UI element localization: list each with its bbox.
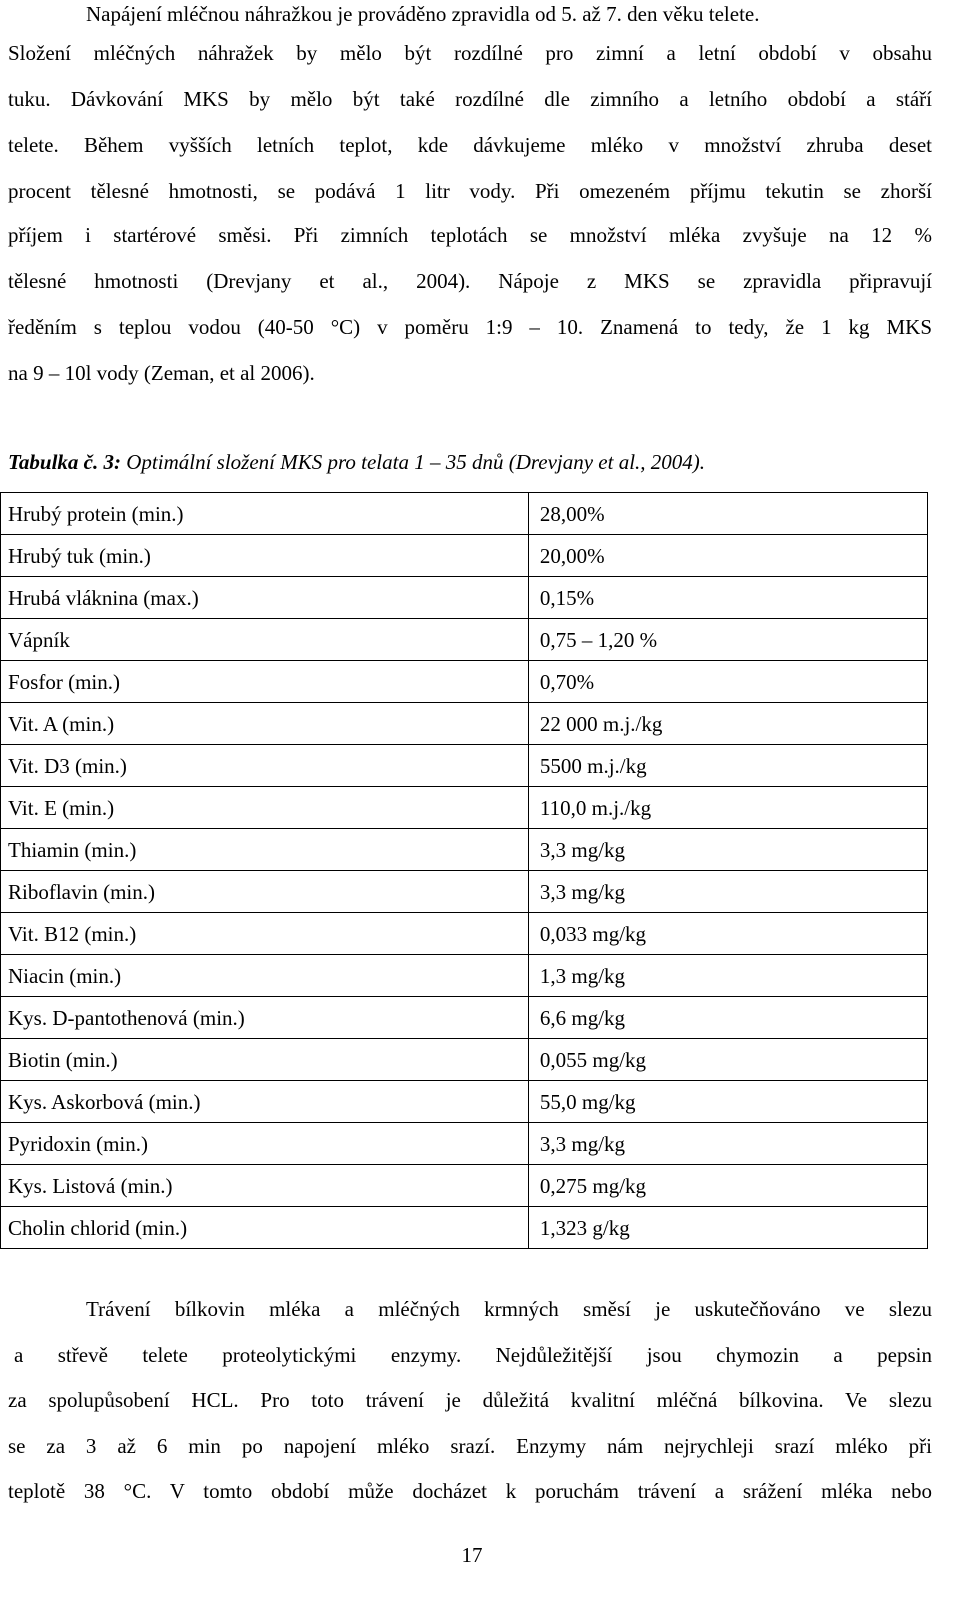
paragraph-1-line-1: Napájení mléčnou náhražkou je prováděno zpravidla od 5. až 7. den věku telete. xyxy=(86,2,760,26)
row-value: 1,3 mg/kg xyxy=(528,955,927,997)
row-value: 0,275 mg/kg xyxy=(528,1165,927,1207)
table-row xyxy=(1,577,928,619)
paragraph-1-line-5: procent tělesné hmotnosti, se podává 1 litr vody. Při omezeném příjmu tekutin se zhorší xyxy=(8,179,932,203)
table-row xyxy=(1,829,928,871)
row-name: Hrubý tuk (min.) xyxy=(1,535,529,577)
table-row xyxy=(1,493,928,535)
row-name: Kys. D-pantothenová (min.) xyxy=(1,997,529,1039)
table-row xyxy=(1,997,928,1039)
table-row xyxy=(1,703,928,745)
paragraph-2-line-2: a střevě telete proteolytickými enzymy. Nejdůležitější jsou chymozin a pepsin xyxy=(14,1343,932,1367)
paragraph-1-line-7: tělesné hmotnosti (Drevjany et al., 2004). Nápoje z MKS se zpravidla připravují xyxy=(8,269,932,293)
row-name: Vápník xyxy=(1,619,529,661)
table-row xyxy=(1,871,928,913)
row-name: Kys. Askorbová (min.) xyxy=(1,1081,529,1123)
row-value: 5500 m.j./kg xyxy=(528,745,927,787)
paragraph-2-line-4: se za 3 až 6 min po napojení mléko srazí. Enzymy nám nejrychleji srazí mléko při xyxy=(8,1434,932,1458)
table-row xyxy=(1,1081,928,1123)
paragraph-1-line-2: Složení mléčných náhražek by mělo být rozdílné pro zimní a letní období v obsahu xyxy=(8,41,932,65)
row-value: 0,70% xyxy=(528,661,927,703)
table-caption xyxy=(8,447,705,477)
row-value: 110,0 m.j./kg xyxy=(528,787,927,829)
row-name: Fosfor (min.) xyxy=(1,661,529,703)
table-row xyxy=(1,1165,928,1207)
row-name: Pyridoxin (min.) xyxy=(1,1123,529,1165)
paragraph-2-line-1: Trávení bílkovin mléka a mléčných krmných směsí je uskutečňováno ve slezu xyxy=(86,1297,932,1321)
row-value: 20,00% xyxy=(528,535,927,577)
table-caption-label: Tabulka č. 3: xyxy=(8,450,121,474)
table-row xyxy=(1,619,928,661)
row-value: 0,033 mg/kg xyxy=(528,913,927,955)
row-value: 6,6 mg/kg xyxy=(528,997,927,1039)
table-row xyxy=(1,955,928,997)
paragraph-2-line-5: teplotě 38 °C. V tomto období může docházet k poruchám trávení a srážení mléka nebo xyxy=(8,1479,932,1503)
mks-composition-table xyxy=(0,492,928,1249)
row-name: Vit. E (min.) xyxy=(1,787,529,829)
paragraph-1-line-8: ředěním s teplou vodou (40-50 °C) v poměru 1:9 – 10. Znamená to tedy, že 1 kg MKS xyxy=(8,315,932,339)
row-name: Riboflavin (min.) xyxy=(1,871,529,913)
paragraph-1-line-3: tuku. Dávkování MKS by mělo být také rozdílné dle zimního a letního období a stáří xyxy=(8,87,932,111)
paragraph-2-line-3: za spolupůsobení HCL. Pro toto trávení je důležitá kvalitní mléčná bílkovina. Ve slezu xyxy=(8,1388,932,1412)
table-caption-text: Optimální složení MKS pro telata 1 – 35 dnů (Drevjany et al., 2004). xyxy=(120,450,706,474)
paragraph-1-line-6: příjem i startérové směsi. Při zimních teplotách se množství mléka zvyšuje na 12 % xyxy=(8,223,932,247)
table-row xyxy=(1,661,928,703)
table-row xyxy=(1,1207,928,1249)
row-value: 3,3 mg/kg xyxy=(528,829,927,871)
table-row xyxy=(1,913,928,955)
paragraph-1-line-9: na 9 – 10l vody (Zeman, et al 2006). xyxy=(8,361,315,385)
row-value: 3,3 mg/kg xyxy=(528,1123,927,1165)
row-name: Vit. A (min.) xyxy=(1,703,529,745)
table-row xyxy=(1,745,928,787)
table-row xyxy=(1,535,928,577)
paragraph-1-line-4: telete. Během vyšších letních teplot, kde dávkujeme mléko v množství zhruba deset xyxy=(8,133,932,157)
table-row xyxy=(1,1039,928,1081)
row-value: 1,323 g/kg xyxy=(528,1207,927,1249)
row-value: 0,15% xyxy=(528,577,927,619)
table-row xyxy=(1,787,928,829)
row-name: Vit. D3 (min.) xyxy=(1,745,529,787)
row-value: 55,0 mg/kg xyxy=(528,1081,927,1123)
row-value: 22 000 m.j./kg xyxy=(528,703,927,745)
page-number: 17 xyxy=(461,1543,483,1567)
table-row xyxy=(1,1123,928,1165)
row-value: 0,75 – 1,20 % xyxy=(528,619,927,661)
row-name: Hrubý protein (min.) xyxy=(1,493,529,535)
row-name: Thiamin (min.) xyxy=(1,829,529,871)
row-name: Hrubá vláknina (max.) xyxy=(1,577,529,619)
row-value: 3,3 mg/kg xyxy=(528,871,927,913)
row-value: 28,00% xyxy=(528,493,927,535)
row-name: Vit. B12 (min.) xyxy=(1,913,529,955)
row-name: Biotin (min.) xyxy=(1,1039,529,1081)
row-value: 0,055 mg/kg xyxy=(528,1039,927,1081)
row-name: Niacin (min.) xyxy=(1,955,529,997)
row-name: Kys. Listová (min.) xyxy=(1,1165,529,1207)
row-name: Cholin chlorid (min.) xyxy=(1,1207,529,1249)
